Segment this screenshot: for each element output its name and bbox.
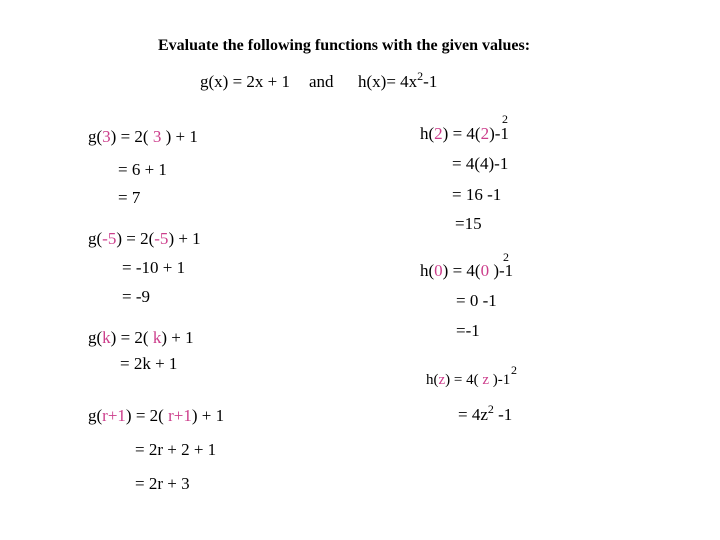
g-sub-minus-5: -5 — [154, 229, 169, 248]
g-mid-text: ) = 2( — [116, 229, 155, 248]
g-of-k-step-1: = 2k + 1 — [120, 354, 178, 373]
h-fn-open: h( — [420, 261, 435, 280]
h-of-2-step-1: = 4(4)-1 — [452, 154, 509, 173]
g-of-r-plus-1-step-1: = 2r + 2 + 1 — [135, 440, 217, 459]
h-of-2-step-3: =15 — [455, 214, 482, 233]
h-of-0-step-1: = 0 -1 — [456, 291, 497, 310]
h-close-paren: ) — [489, 261, 500, 280]
h-of-z-step-1-base: = 4z — [458, 405, 488, 424]
h-mid-text: ) = 4( — [445, 372, 483, 388]
h-of-z-exponent: 2 — [511, 363, 517, 377]
h-of-2-exponent: 2 — [502, 112, 508, 126]
h-tail-text: -1 — [499, 261, 514, 280]
h-mid-text: ) = 4( — [442, 124, 481, 143]
g-mid-text: ) = 2( — [125, 406, 169, 425]
g-of-minus-5-step-1: = -10 + 1 — [122, 258, 186, 277]
g-fn-open: g( — [88, 127, 103, 146]
h-close-paren: ) — [489, 372, 498, 388]
g-of-r-plus-1-step-2: = 2r + 3 — [135, 474, 190, 493]
h-fn-open: h( — [426, 372, 439, 388]
g-tail-text: ) + 1 — [168, 229, 201, 248]
g-of-k-line — [88, 329, 194, 346]
g-of-minus-5-line — [88, 230, 201, 247]
h-sub-z: z — [482, 372, 490, 388]
h-of-0-exponent: 2 — [503, 250, 509, 264]
h-mid-text: ) = 4( — [442, 261, 481, 280]
g-sub-3: 3 — [152, 127, 162, 146]
h-arg-2: 2 — [434, 124, 443, 143]
h-of-z-step-1-exponent: 2 — [487, 402, 494, 416]
h-of-0-line — [420, 262, 513, 279]
and-label: and — [309, 72, 334, 91]
h-definition-base: h(x)= 4x — [358, 72, 418, 91]
h-sub-2: 2 — [480, 124, 490, 143]
h-arg-z: z — [438, 372, 446, 388]
h-sub-0: 0 — [480, 261, 490, 280]
g-definition: g(x) = 2x + 1 — [200, 72, 290, 91]
h-of-2-line — [420, 125, 509, 142]
h-of-z-step-1-tail: -1 — [493, 405, 513, 424]
g-tail-text: ) + 1 — [161, 328, 194, 347]
g-sub-r-plus-1: r+1 — [168, 406, 192, 425]
g-of-3-step-2: = 7 — [118, 188, 141, 207]
h-arg-0: 0 — [434, 261, 443, 280]
g-mid-text: ) = 2( — [110, 127, 153, 146]
h-tail-text: -1 — [494, 124, 509, 143]
g-tail-text: ) + 1 — [191, 406, 225, 425]
h-of-0-step-2: =-1 — [456, 321, 480, 340]
g-sub-k: k — [152, 328, 162, 347]
g-of-minus-5-step-2: = -9 — [122, 287, 150, 306]
g-fn-open: g( — [88, 229, 103, 248]
h-fn-open: h( — [420, 124, 435, 143]
g-of-3-line — [88, 128, 198, 145]
h-definition-exponent: 2 — [417, 69, 424, 83]
g-arg-minus-5: -5 — [102, 229, 117, 248]
h-tail-text: -1 — [497, 372, 511, 388]
page-title: Evaluate the following functions with the given values: — [158, 37, 531, 54]
g-fn-open: g( — [88, 328, 103, 347]
g-arg-3: 3 — [102, 127, 111, 146]
g-tail-text: ) + 1 — [161, 127, 198, 146]
g-of-r-plus-1-line — [88, 407, 224, 424]
g-arg-r-plus-1: r+1 — [102, 406, 126, 425]
h-of-2-step-2: = 16 -1 — [452, 185, 502, 204]
g-arg-k: k — [102, 328, 111, 347]
h-of-z-step-1 — [458, 402, 513, 424]
g-mid-text: ) = 2( — [110, 328, 153, 347]
h-of-z-line — [426, 373, 510, 388]
h-close-paren: ) — [489, 124, 495, 143]
h-definition-tail: -1 — [423, 72, 438, 91]
g-of-3-step-1: = 6 + 1 — [118, 160, 167, 179]
h-definition — [358, 69, 438, 91]
g-fn-open: g( — [88, 406, 103, 425]
